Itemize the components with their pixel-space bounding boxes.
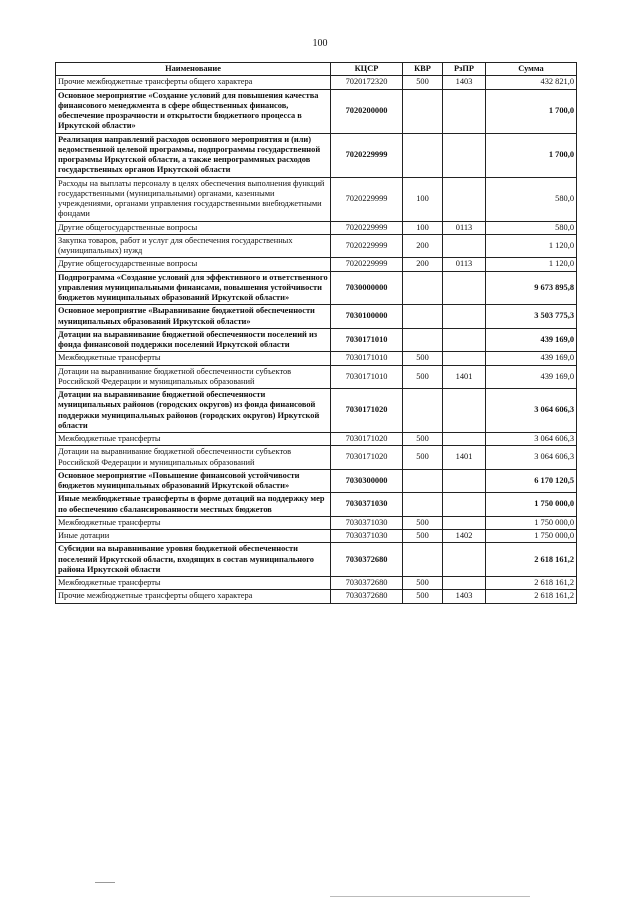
table-row — [56, 446, 577, 470]
cell-name: Прочие межбюджетные трансферты общего характера — [56, 76, 331, 89]
cell-sum: 580,0 — [486, 177, 577, 221]
cell-sum: 439 169,0 — [486, 365, 577, 389]
cell-rzpr — [443, 516, 486, 529]
cell-rzpr — [443, 389, 486, 433]
cell-rzpr: 1403 — [443, 590, 486, 603]
table-row — [56, 234, 577, 258]
cell-kvr — [403, 469, 443, 493]
cell-kcsr: 7030371030 — [331, 493, 403, 517]
table-header-row — [56, 63, 577, 76]
cell-kcsr: 7030000000 — [331, 271, 403, 305]
cell-name: Межбюджетные трансферты — [56, 577, 331, 590]
cell-rzpr — [443, 543, 486, 577]
cell-sum: 1 700,0 — [486, 89, 577, 133]
cell-rzpr — [443, 433, 486, 446]
cell-kvr: 200 — [403, 258, 443, 271]
cell-rzpr — [443, 133, 486, 177]
cell-name: Другие общегосударственные вопросы — [56, 258, 331, 271]
cell-rzpr: 0113 — [443, 258, 486, 271]
cell-kvr: 500 — [403, 516, 443, 529]
cell-name: Прочие межбюджетные трансферты общего характера — [56, 590, 331, 603]
cell-kcsr: 7030300000 — [331, 469, 403, 493]
cell-sum: 1 700,0 — [486, 133, 577, 177]
cell-sum: 1 750 000,0 — [486, 530, 577, 543]
cell-name: Межбюджетные трансферты — [56, 433, 331, 446]
cell-kcsr: 7030171020 — [331, 446, 403, 470]
cell-kvr: 200 — [403, 234, 443, 258]
cell-name: Расходы на выплаты персоналу в целях обеспечения выполнения функций государственными (муниципальными) органами, казенными учреждениями, органами управления государственными внебюджетными фондами — [56, 177, 331, 221]
cell-rzpr: 1401 — [443, 446, 486, 470]
header-name: Наименование — [56, 63, 331, 76]
cell-kvr: 500 — [403, 590, 443, 603]
cell-kvr: 500 — [403, 577, 443, 590]
table-row — [56, 305, 577, 329]
cell-sum: 1 120,0 — [486, 258, 577, 271]
cell-rzpr: 0113 — [443, 221, 486, 234]
cell-kvr — [403, 493, 443, 517]
cell-kcsr: 7030371030 — [331, 530, 403, 543]
table-row — [56, 258, 577, 271]
cell-kvr: 500 — [403, 530, 443, 543]
cell-name: Основное мероприятие «Выравнивание бюджетной обеспеченности муниципальных образований Иркутской области» — [56, 305, 331, 329]
cell-name: Другие общегосударственные вопросы — [56, 221, 331, 234]
cell-kvr — [403, 133, 443, 177]
cell-kvr: 500 — [403, 433, 443, 446]
table-body — [56, 76, 577, 603]
cell-rzpr — [443, 577, 486, 590]
table-row — [56, 493, 577, 517]
cell-kcsr: 7030372680 — [331, 590, 403, 603]
cell-kcsr: 7030171010 — [331, 365, 403, 389]
cell-name: Закупка товаров, работ и услуг для обеспечения государственных (муниципальных) нужд — [56, 234, 331, 258]
cell-rzpr: 1403 — [443, 76, 486, 89]
cell-name: Межбюджетные трансферты — [56, 516, 331, 529]
cell-name: Субсидии на выравнивание уровня бюджетной обеспеченности поселений Иркутской области, входящих в состав муниципального района Иркутской области — [56, 543, 331, 577]
cell-sum: 2 618 161,2 — [486, 543, 577, 577]
cell-sum: 2 618 161,2 — [486, 577, 577, 590]
cell-kvr: 500 — [403, 365, 443, 389]
cell-kvr — [403, 305, 443, 329]
header-sum: Сумма — [486, 63, 577, 76]
cell-sum: 9 673 895,8 — [486, 271, 577, 305]
header-rzpr: РзПР — [443, 63, 486, 76]
table-row — [56, 133, 577, 177]
cell-kvr: 500 — [403, 76, 443, 89]
cell-kcsr: 7020172320 — [331, 76, 403, 89]
cell-kcsr: 7030100000 — [331, 305, 403, 329]
cell-rzpr — [443, 493, 486, 517]
cell-kcsr: 7030372680 — [331, 543, 403, 577]
cell-kvr — [403, 328, 443, 352]
table-row — [56, 177, 577, 221]
cell-rzpr — [443, 89, 486, 133]
cell-kcsr: 7020229999 — [331, 133, 403, 177]
cell-sum: 3 064 606,3 — [486, 389, 577, 433]
cell-rzpr — [443, 177, 486, 221]
cell-name: Основное мероприятие «Повышение финансовой устойчивости бюджетов муниципальных образований Иркутской области» — [56, 469, 331, 493]
table-row — [56, 433, 577, 446]
cell-name: Дотации на выравнивание бюджетной обеспеченности субъектов Российской Федерации и муниципальных образований — [56, 446, 331, 470]
table-row — [56, 352, 577, 365]
table-row — [56, 365, 577, 389]
table-row — [56, 543, 577, 577]
cell-kcsr: 7020229999 — [331, 221, 403, 234]
cell-kcsr: 7030171010 — [331, 328, 403, 352]
cell-kvr: 500 — [403, 352, 443, 365]
cell-rzpr — [443, 271, 486, 305]
cell-kcsr: 7020200000 — [331, 89, 403, 133]
header-kcsr: КЦСР — [331, 63, 403, 76]
scan-artifact — [330, 896, 530, 897]
cell-sum: 1 750 000,0 — [486, 493, 577, 517]
cell-sum: 439 169,0 — [486, 328, 577, 352]
cell-kcsr: 7030171010 — [331, 352, 403, 365]
cell-kcsr: 7020229999 — [331, 234, 403, 258]
cell-rzpr — [443, 305, 486, 329]
cell-name: Иные дотации — [56, 530, 331, 543]
cell-sum: 6 170 120,5 — [486, 469, 577, 493]
table-row — [56, 328, 577, 352]
cell-kcsr: 7030171020 — [331, 433, 403, 446]
cell-sum: 580,0 — [486, 221, 577, 234]
cell-sum: 3 503 775,3 — [486, 305, 577, 329]
cell-name: Дотации на выравнивание бюджетной обеспеченности субъектов Российской Федерации и муниципальных образований — [56, 365, 331, 389]
cell-kvr — [403, 89, 443, 133]
cell-rzpr — [443, 469, 486, 493]
cell-name: Дотации на выравнивание бюджетной обеспеченности муниципальных районов (городских округов) из фонда финансовой поддержки муниципальных районов (городских округов) Иркутской области — [56, 389, 331, 433]
cell-kvr — [403, 271, 443, 305]
cell-rzpr: 1402 — [443, 530, 486, 543]
cell-rzpr — [443, 352, 486, 365]
cell-name: Реализация направлений расходов основного мероприятия и (или) ведомственной целевой программы, подпрограммы государственной программы Иркутской области, а также непрограммных расходов государственных органов Иркутской области — [56, 133, 331, 177]
cell-sum: 439 169,0 — [486, 352, 577, 365]
cell-name: Основное мероприятие «Создание условий для повышения качества финансового менеджмента в сфере общественных финансов, обеспечение прозрачности и открытости бюджетного процесса в Иркутской области» — [56, 89, 331, 133]
table-row — [56, 221, 577, 234]
cell-name: Подпрограмма «Создание условий для эффективного и ответственного управления муниципальными финансами, повышения устойчивости бюджетов муниципальных образований Иркутской области» — [56, 271, 331, 305]
cell-kvr — [403, 389, 443, 433]
page-number: 100 — [312, 38, 328, 49]
table-row — [56, 590, 577, 603]
table-row — [56, 530, 577, 543]
table-row — [56, 469, 577, 493]
cell-sum: 3 064 606,3 — [486, 446, 577, 470]
table-row — [56, 89, 577, 133]
cell-sum: 432 821,0 — [486, 76, 577, 89]
scan-artifact — [95, 882, 115, 883]
cell-name: Межбюджетные трансферты — [56, 352, 331, 365]
cell-rzpr — [443, 234, 486, 258]
table-row — [56, 389, 577, 433]
table-row — [56, 577, 577, 590]
cell-kcsr: 7030372680 — [331, 577, 403, 590]
table-row — [56, 271, 577, 305]
cell-kvr: 100 — [403, 221, 443, 234]
cell-kvr: 100 — [403, 177, 443, 221]
cell-kcsr: 7030371030 — [331, 516, 403, 529]
table-row — [56, 516, 577, 529]
cell-sum: 3 064 606,3 — [486, 433, 577, 446]
cell-kcsr: 7020229999 — [331, 258, 403, 271]
cell-sum: 1 750 000,0 — [486, 516, 577, 529]
table-row — [56, 76, 577, 89]
budget-table — [55, 62, 577, 604]
header-kvr: КВР — [403, 63, 443, 76]
cell-sum: 2 618 161,2 — [486, 590, 577, 603]
cell-rzpr: 1401 — [443, 365, 486, 389]
cell-sum: 1 120,0 — [486, 234, 577, 258]
cell-kvr — [403, 543, 443, 577]
cell-name: Иные межбюджетные трансферты в форме дотаций на поддержку мер по обеспечению сбалансированности местных бюджетов — [56, 493, 331, 517]
cell-name: Дотации на выравнивание бюджетной обеспеченности поселений из фонда финансовой поддержки поселений Иркутской области — [56, 328, 331, 352]
cell-kcsr: 7030171020 — [331, 389, 403, 433]
cell-rzpr — [443, 328, 486, 352]
cell-kvr: 500 — [403, 446, 443, 470]
cell-kcsr: 7020229999 — [331, 177, 403, 221]
